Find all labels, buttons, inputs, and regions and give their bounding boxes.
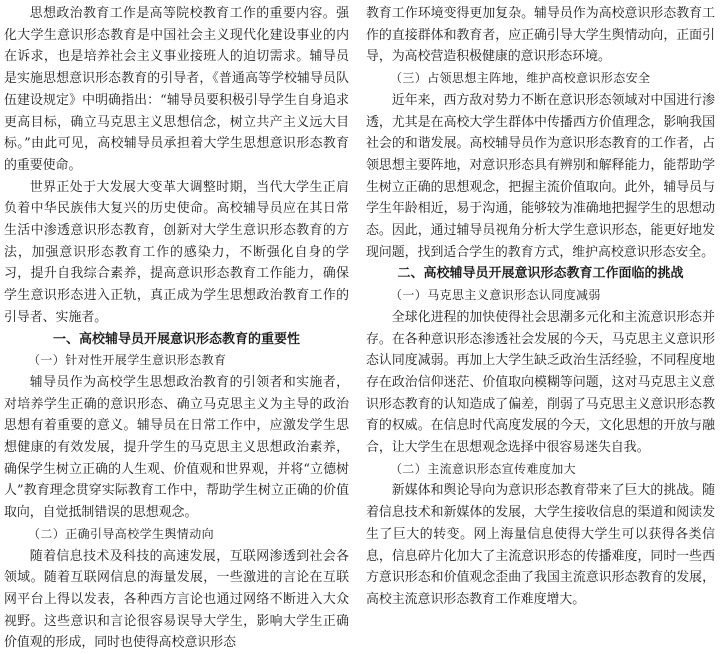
intro-paragraph-2: 世界正处于大发展大变革大调整时期，当代大学生正肩负着中华民族伟大复兴的历史使命。高校辅导员应在其日常生活中渗透意识形态教育，创新对大学生意识形态教育的方法，加强意识形态教育工作的感染力，不断强化自身的学习，提升自我综合素养，提高意识形态教育工作能力，确保学生意识形态进入正轨，真正成为学生思想政治教育工作的引导者、实施者。 [4,179,349,325]
left-column [0,0,357,651]
body-paragraph-2-1: 全球化进程的加快使得社会思潮多元化和主流意识形态并存。在各种意识形态渗透社会发展的今天，马克思主义意识形态认同度减弱。再加上大学生缺乏政治生活经验，不同程度地存在政治信仰迷茫、价值取向模糊等问题，这对马克思主义意识形态教育的认知造成了偏差，削弱了马克思主义意识形态教育的权威。在信息时代高度发展的今天，文化思想的开放与融合，让大学生在思想观念选择中很容易迷失自我。 [366,309,715,456]
body-paragraph-1-2-continued: 教育工作环境变得更加复杂。辅导员作为高校意识形态教育工作的直接群体和教育者，应正确引导大学生舆情动向，正面引导，为高校营造积极健康的意识形态环境。 [366,6,715,65]
right-column [357,0,721,621]
body-paragraph-2-2: 新媒体和舆论导向为意识形态教育带来了巨大的挑战。随着信息技术和新媒体的发展，大学生接收信息的渠道和阅读发生了巨大的转变。网上海量信息使得大学生可以获得各类信息，信息碎片化加大了主流意识形态的传播难度，同时一些西方意识形态和价值观念歪曲了我国主流意识形态教育的发展，高校主流意识形态教育工作难度增大。 [366,483,715,607]
body-paragraph-1-1: 辅导员作为高校学生思想政治教育的引领者和实施者，对培养学生正确的意识形态、确立马克思主义为主导的政治思想有着重要的意义。辅导员在日常工作中，应激发学生思想健康的有效发展，提升学生的马克思主义思想政治素养，确保学生树立正确的人生观、价值观和世界观，并将“立德树人”教育理念贯穿实际教育工作中，帮助学生树立正确的价值取向，自觉抵制错误的思想观念。 [4,374,349,521]
subsection-heading-2-1: （一）马克思主义意识形态认同度减弱 [390,288,601,303]
subsection-heading-1-2: （二）正确引导高校学生舆情动向 [28,526,215,541]
body-paragraph-1-2: 随着信息技术及科技的高速发展，互联网渗透到社会各领域。随着互联网信息的海量发展，一些激进的言论在互联网平台上得以发表，各种西方言论也通过网络不断进入大众视野。这些意识和言论很容易误导大学生，影响大学生正确价值观的形成，同时也使得高校意识形态 [4,548,349,651]
section-heading-2: 二、高校辅导员开展意识形态教育工作面临的挑战 [397,266,684,282]
section-heading-1: 一、高校辅导员开展意识形态教育的重要性 [52,331,300,347]
subsection-heading-1-3: （三）占领思想主阵地，维护高校意识形态安全 [390,71,651,86]
subsection-heading-1-1: （一）针对性开展学生意识形态教育 [28,353,227,368]
subsection-heading-2-2: （二）主流意识形态宣传难度加大 [390,461,577,476]
body-paragraph-1-3: 近年来，西方敌对势力不断在意识形态领域对中国进行渗透，尤其是在高校大学生群体中传播西方价值理念，影响我国社会的和谐发展。高校辅导员作为意识形态教育的工作者，占领思想主要阵地，对意识形态具有辨别和解释能力，能帮助学生树立正确的思想观念，把握主流价值取向。此外，辅导员与学生年龄相近，易于沟通，能够较为准确地把握学生的思想动态。因此，通过辅导员视角分析大学生意识形态，能更好地发现问题，找到适合学生的教育方式，维护高校意识形态安全。 [366,92,715,260]
intro-paragraph-1: 思想政治教育工作是高等院校教育工作的重要内容。强化大学生意识形态教育是中国社会主义现代化建设事业的内在诉求，也是培养社会主义事业接班人的迫切需求。辅导员是实施思想意识形态教育的引导者，《普通高等学校辅导员队伍建设规定》中明确指出：“辅导员要积极引导学生自身追求更高目标，确立马克思主义思想信念，树立共产主义远大目标。”由此可见，高校辅导员承担着大学生思想意识形态教育的重要使命。 [4,6,349,173]
